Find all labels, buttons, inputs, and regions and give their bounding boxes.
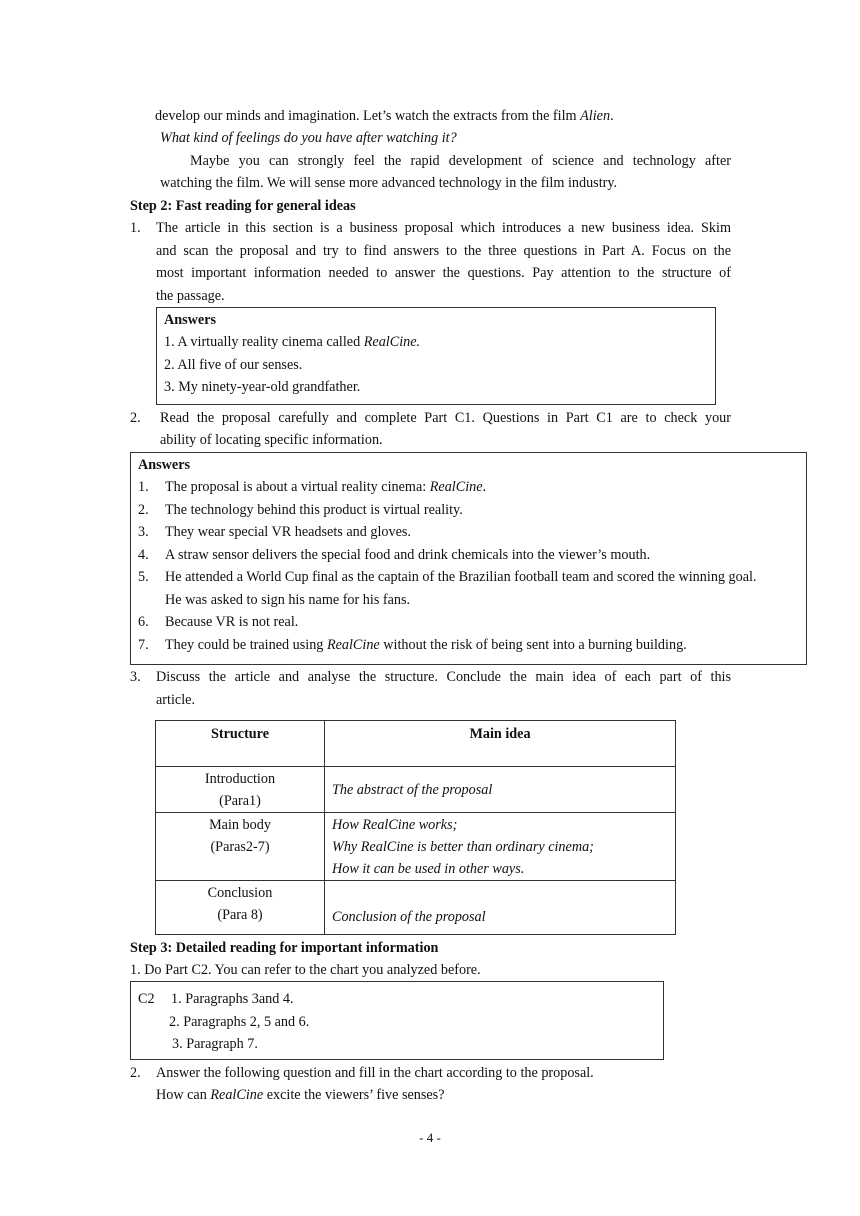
answer-c1-5-text: He attended a World Cup final as the captain of the Brazilian football team and scored the winning goal. [165, 569, 757, 585]
c2-answer-3: 3. Paragraph 7. [172, 1036, 258, 1052]
answer-a-1-italic: RealCine. [363, 334, 421, 350]
answer-a-1-text: 1. A virtually reality cinema called [164, 334, 364, 350]
step3-item2-line-2-pre: How can [156, 1087, 211, 1103]
main-idea-cell [325, 813, 676, 881]
answer-c1-5-cont [165, 589, 410, 611]
question-text: What kind of feelings do you have after watching it? [160, 130, 457, 146]
step3-heading: Step 3: Detailed reading for important information [130, 940, 439, 956]
main-idea-text: The abstract of the proposal [332, 781, 493, 798]
intro-question [160, 127, 457, 149]
step3-item1: 1. Do Part C2. You can refer to the chart you analyzed before. [130, 962, 481, 978]
answer-c1-3-text: They wear special VR headsets and gloves. [165, 524, 411, 540]
structure-cell [156, 767, 325, 813]
answer-c1-1 [138, 476, 486, 498]
answer-c1-5 [138, 566, 757, 588]
main-idea-header [325, 721, 676, 767]
answer-c1-4-text: A straw sensor delivers the special food and drink chemicals into the viewer’s mouth. [165, 547, 651, 563]
answer-c1-7-text: They could be trained using [165, 637, 327, 653]
answer-a-1 [164, 331, 420, 353]
answer-c1-2-num: 2. [138, 502, 149, 518]
c2-answer-box [130, 981, 664, 1060]
table-row [156, 881, 676, 935]
c2-answer-1: 1. Paragraphs 3and 4. [171, 991, 294, 1007]
answers-box-a-title: Answers [164, 312, 217, 328]
answer-c1-2-text: The technology behind this product is virtual reality. [165, 502, 463, 518]
step3-item2-line-2 [156, 1084, 445, 1106]
answer-c1-1-text: The proposal is about a virtual reality cinema: [165, 479, 430, 495]
step2-item3-line-2: article. [156, 692, 195, 708]
answer-c1-5-cont-text: He was asked to sign his name for his fans. [165, 592, 411, 608]
structure-table-header [156, 721, 676, 767]
structure-part-paras: (Para1) [219, 793, 261, 809]
structure-header-text: Structure [210, 726, 270, 742]
main-idea-text: How it can be used in other ways. [332, 861, 525, 877]
answer-c1-6 [138, 611, 298, 633]
answer-c1-7-post: without the risk of being sent into a burning building. [379, 637, 687, 653]
structure-header [156, 721, 325, 767]
step2-item2-number: 2. [130, 410, 141, 426]
answer-c1-5-num: 5. [138, 569, 149, 585]
structure-part-name: Introduction [204, 771, 276, 787]
structure-part-name: Conclusion [207, 885, 273, 901]
answer-c1-1-post: . [482, 479, 487, 495]
intro-answer-line-2: watching the film. We will sense more advanced technology in the film industry. [160, 175, 618, 191]
answer-c1-7-num: 7. [138, 637, 149, 653]
intro-line-1 [155, 105, 614, 127]
answer-a-3: 3. My ninety-year-old grandfather. [164, 379, 361, 395]
answers-box-c1 [130, 452, 807, 665]
answer-c1-7 [138, 634, 687, 656]
answer-c1-4 [138, 544, 650, 566]
answers-box-c1-title: Answers [138, 457, 191, 473]
intro-text: develop our minds and imagination. Let’s watch the extracts from the film [155, 108, 581, 124]
step2-item1-line-2: and scan the proposal and try to find answers to the three questions in Part A. Focus on the [156, 243, 731, 259]
structure-cell [156, 813, 325, 881]
step3-item2-line-2-italic: RealCine [210, 1087, 264, 1103]
answer-c1-1-num: 1. [138, 479, 149, 495]
step2-item3-number: 3. [130, 669, 141, 685]
c2-answer-2: 2. Paragraphs 2, 5 and 6. [169, 1014, 310, 1030]
step2-heading: Step 2: Fast reading for general ideas [130, 198, 356, 214]
answer-c1-6-text: Because VR is not real. [165, 614, 299, 630]
step2-item2-line-2: ability of locating specific information. [160, 432, 383, 448]
step3-item2-number: 2. [130, 1065, 141, 1081]
table-row [156, 767, 676, 813]
step3-item2-line-1: Answer the following question and fill in the chart according to the proposal. [156, 1065, 594, 1081]
structure-part-paras: (Paras2-7) [210, 839, 270, 855]
structure-part-paras: (Para 8) [217, 907, 263, 923]
structure-cell [156, 881, 325, 935]
answer-c1-3-num: 3. [138, 524, 149, 540]
main-idea-header-text: Main idea [469, 726, 531, 742]
answer-c1-6-num: 6. [138, 614, 149, 630]
main-idea-text: Why RealCine is better than ordinary cinema; [332, 839, 594, 855]
step2-item1-line-1: The article in this section is a business proposal which introduces a new business idea. Skim [156, 220, 731, 236]
step3-item2-line-2-post: excite the viewers’ five senses? [263, 1087, 445, 1103]
main-idea-cell [325, 881, 676, 935]
answer-c1-4-num: 4. [138, 547, 149, 563]
answer-c1-7-italic: RealCine [326, 637, 380, 653]
main-idea-text: Conclusion of the proposal [332, 909, 486, 925]
step2-item3-line-1: Discuss the article and analyse the structure. Conclude the main idea of each part of this [156, 669, 731, 685]
step2-item1-line-3: most important information needed to answer the questions. Pay attention to the structure of [156, 265, 731, 281]
table-row [156, 813, 676, 881]
step2-item1-line-4: the passage. [156, 288, 225, 304]
answer-a-2: 2. All five of our senses. [164, 357, 303, 373]
structure-table [155, 720, 676, 935]
answer-c1-3 [138, 521, 411, 543]
answers-box-a [156, 307, 716, 405]
step2-item1-number: 1. [130, 220, 141, 236]
film-title: Alien [580, 108, 611, 124]
answer-c1-1-italic: RealCine [429, 479, 483, 495]
answer-c1-2 [138, 499, 463, 521]
page-number: - 4 - [419, 1130, 441, 1145]
c2-label: C2 [138, 991, 155, 1007]
structure-part-name: Main body [209, 817, 271, 833]
main-idea-text: How RealCine works; [332, 817, 458, 833]
step2-item2-line-1: Read the proposal carefully and complete Part C1. Questions in Part C1 are to check your [160, 410, 731, 426]
intro-period: . [610, 108, 614, 124]
main-idea-cell [325, 767, 676, 813]
intro-answer-line-1: Maybe you can strongly feel the rapid development of science and technology after [190, 153, 731, 169]
